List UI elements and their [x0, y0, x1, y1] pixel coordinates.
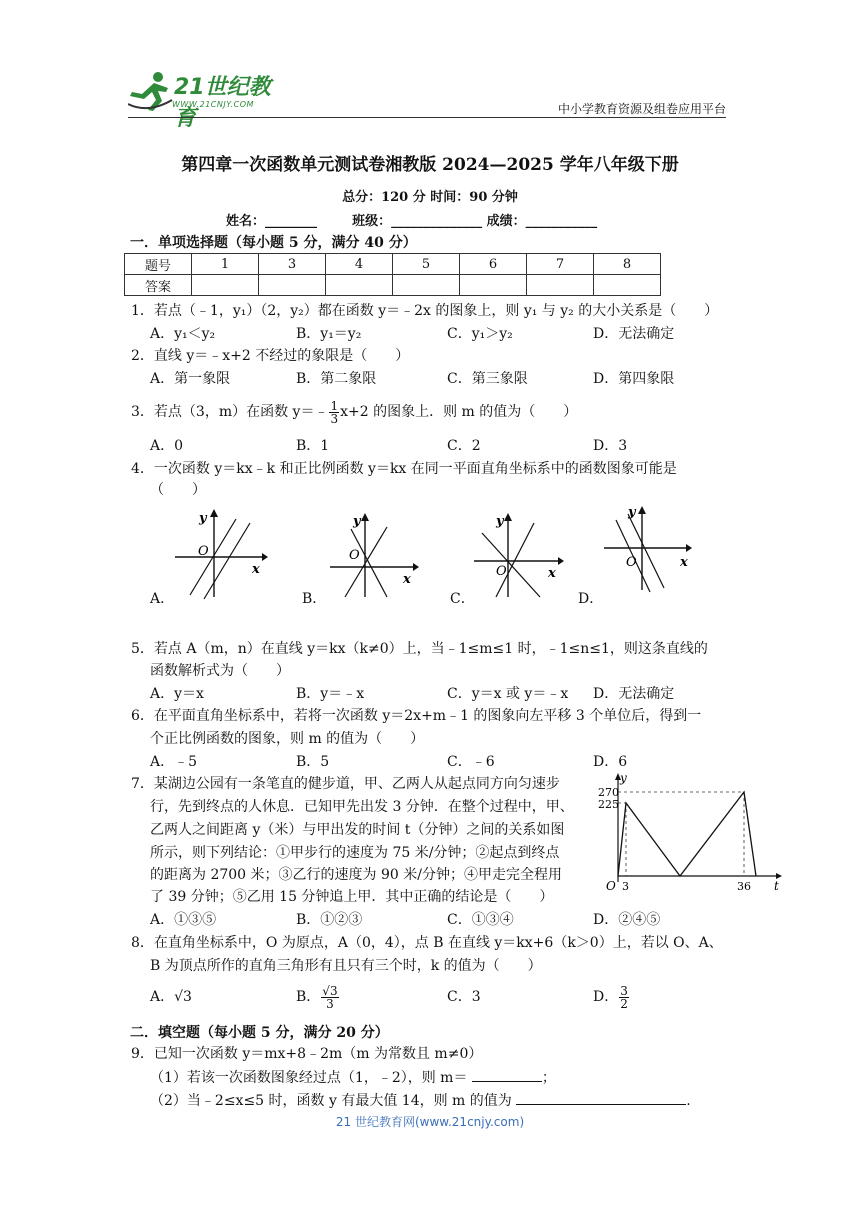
q9-part2-end: . [686, 1093, 691, 1109]
q4-graph-b [325, 505, 425, 600]
tick-label: 225 [598, 798, 619, 811]
axis-label-y: y [628, 505, 636, 520]
q1-option-d[interactable]: D．无法确定 [593, 326, 675, 342]
q6-option-a[interactable]: A．﹣5 [150, 754, 198, 770]
q9-stem: 9．已知一次函数 y＝mx+8﹣2m（m 为常数且 m≠0） [131, 1046, 483, 1062]
q8-option-b[interactable] [296, 980, 340, 1014]
q7-line: 乙两人之间距离 y（米）与甲出发的时间 t（分钟）之间的关系如图 [150, 822, 565, 838]
q2-stem: 2．直线 y＝﹣x+2 不经过的象限是（ ） [131, 348, 410, 364]
q4-graph-a [170, 505, 270, 600]
table-cell: 5 [393, 254, 460, 275]
section2-heading: 二．填空题（每小题 5 分，满分 20 分） [130, 1025, 389, 1041]
q4-option-a[interactable]: A． [150, 591, 175, 607]
q7-option-a[interactable]: A．①③⑤ [150, 912, 217, 928]
axis-label-y: y [199, 511, 207, 526]
fraction [321, 985, 338, 1010]
student-info [226, 210, 597, 229]
fraction-denominator: 3 [330, 411, 339, 426]
q6-stem-cont: 个正比例函数的图象，则 m 的值为（ ） [150, 731, 425, 747]
table-cell: 答案 [125, 275, 192, 296]
q3-option-c[interactable]: C．2 [447, 438, 481, 454]
q9-part1 [150, 1067, 556, 1087]
q8-stem: 8．在直角坐标系中，O 为原点，A（0，4），点 B 在直线 y＝kx+6（k＞0）上，若以 O、A、 [131, 935, 723, 951]
answer-cell[interactable] [192, 275, 259, 296]
q7-line: 行，先到终点的人休息．已知甲先出发 3 分钟．在整个过程中，甲、 [150, 799, 574, 815]
q1-option-b[interactable]: B．y₁＝y₂ [296, 326, 362, 342]
q4-graph-c [470, 505, 570, 600]
page-title: 第四章一次函数单元测试卷湘教版 2024—2025 学年八年级下册 [181, 155, 679, 175]
axis-label-x: x [252, 562, 260, 577]
q9-part1-text: （1）若该一次函数图象经过点（1，﹣2），则 m＝ [150, 1070, 468, 1086]
axis-label-x: x [680, 555, 688, 570]
q3-stem-pre: 3．若点（3，m）在函数 y＝﹣ [131, 404, 329, 420]
q4-stem: 4．一次函数 y＝kx﹣k 和正比例函数 y＝kx 在同一平面直角坐标系中的函数图象可能是 [131, 461, 677, 477]
q7-line: 7．某湖边公园有一条笔直的健步道，甲、乙两人从起点同方向匀速步 [131, 776, 560, 792]
q7-line: 了 39 分钟；⑤乙用 15 分钟追上甲．其中正确的结论是（ ） [150, 889, 554, 905]
q7-option-c[interactable]: C．①③④ [447, 912, 514, 928]
answer-blank[interactable] [516, 1090, 686, 1105]
q6-option-c[interactable]: C．﹣6 [447, 754, 495, 770]
q5-stem-cont: 函数解析式为（ ） [150, 663, 290, 679]
q3-option-b[interactable]: B．1 [296, 438, 330, 454]
answer-blank[interactable] [472, 1067, 542, 1082]
q8-option-b-label: B． [296, 989, 321, 1005]
origin-label: O [349, 548, 360, 563]
q7-option-d[interactable]: D．②④⑤ [593, 912, 661, 928]
q9-part2 [150, 1090, 691, 1110]
logo-url: WWW.21CNJY.COM [172, 100, 254, 109]
fraction-numerator: √3 [322, 983, 338, 998]
q7-line: 所示，则下列结论：①甲步行的速度为 75 米/分钟；②起点到终点 [150, 845, 560, 861]
logo [128, 68, 288, 131]
section1-heading: 一．单项选择题（每小题 5 分，满分 40 分） [130, 235, 417, 251]
axis-label-y: y [353, 514, 361, 529]
q3-stem [131, 398, 577, 426]
q7-graph [598, 770, 788, 895]
class-field: 班级：______________ [352, 214, 483, 229]
q4-option-c[interactable]: C． [450, 591, 475, 607]
q5-option-c[interactable]: C．y＝x 或 y＝﹣x [447, 686, 569, 702]
q8-option-d[interactable] [593, 980, 630, 1014]
q5-stem: 5．若点 A（m，n）在直线 y＝kx（k≠0）上，当﹣1≤m≤1 时，﹣1≤n≤1，则这条直线的 [131, 641, 708, 657]
q1-stem: 1．若点（﹣1，y₁）（2，y₂）都在函数 y＝﹣2x 的图象上，则 y₁ 与 y₂ 的大小关系是（ ） [131, 303, 719, 319]
fraction [619, 985, 629, 1010]
table-cell: 3 [259, 254, 326, 275]
page-footer: 21 世纪教育网(www.21cnjy.com) [335, 1115, 525, 1129]
q1-option-a[interactable]: A．y₁＜y₂ [150, 326, 216, 342]
q9-part1-end: ； [541, 1070, 556, 1086]
axis-label-y: y [496, 514, 504, 529]
fraction [329, 400, 339, 425]
fraction-denominator: 3 [326, 996, 334, 1011]
q7-option-b[interactable]: B．①②③ [296, 912, 363, 928]
q4-option-d[interactable]: D． [578, 591, 604, 607]
q8-option-c[interactable]: C．3 [447, 989, 481, 1005]
q4-graph-d [600, 500, 700, 595]
platform-name: 中小学教育资源及组卷应用平台 [557, 102, 726, 116]
q7-line: 的距离为 2700 米；③乙行的速度为 90 米/分钟；④甲走完全程用 [150, 867, 562, 883]
answer-cell[interactable] [460, 275, 527, 296]
table-row [125, 254, 661, 275]
q2-option-c[interactable]: C．第三象限 [447, 371, 528, 387]
table-cell: 6 [460, 254, 527, 275]
q9-part2-text: （2）当﹣2≤x≤5 时，函数 y 有最大值 14，则 m 的值为 [150, 1093, 512, 1109]
table-cell: 8 [594, 254, 661, 275]
table-cell: 7 [527, 254, 594, 275]
q3-option-d[interactable]: D．3 [593, 438, 628, 454]
tick-label: 3 [622, 880, 629, 893]
q4-option-b[interactable]: B． [302, 591, 327, 607]
q5-option-a[interactable]: A．y＝x [150, 686, 204, 702]
answer-table [124, 253, 661, 296]
q1-option-c[interactable]: C．y₁＞y₂ [447, 326, 513, 342]
fraction-numerator: 3 [620, 983, 628, 998]
axis-label-x: x [548, 566, 556, 581]
origin-label: O [198, 544, 209, 559]
origin-label: O [496, 564, 507, 579]
table-cell: 1 [192, 254, 259, 275]
q4-stem-cont: （ ） [150, 482, 206, 498]
answer-cell[interactable] [527, 275, 594, 296]
q3-stem-post: x+2 的图象上．则 m 的值为（ ） [340, 404, 578, 420]
axis-label-x: x [403, 572, 411, 587]
answer-cell[interactable] [259, 275, 326, 296]
origin-label: O [626, 555, 637, 570]
tick-label: 36 [737, 880, 751, 893]
q8-stem-cont: B 为顶点所作的直角三角形有且只有三个时，k 的值为（ ） [150, 958, 542, 974]
answer-cell[interactable] [594, 275, 661, 296]
fraction-denominator: 2 [620, 996, 628, 1011]
q5-option-b[interactable]: B．y＝﹣x [296, 686, 365, 702]
name-field: 姓名：________ [226, 214, 318, 229]
logo-text: 21世纪教育 [174, 75, 271, 131]
answer-cell[interactable] [326, 275, 393, 296]
q2-option-b[interactable]: B．第二象限 [296, 371, 377, 387]
q6-stem: 6．在平面直角坐标系中，若将一次函数 y＝2x+m﹣1 的图象向左平移 3 个单位后，得到一 [131, 708, 702, 724]
exam-info: 总分：120 分 时间：90 分钟 [342, 190, 518, 205]
q2-option-d[interactable]: D．第四象限 [593, 371, 675, 387]
q2-option-a[interactable]: A．第一象限 [150, 371, 231, 387]
q5-option-d[interactable]: D．无法确定 [593, 686, 675, 702]
table-cell: 题号 [125, 254, 192, 275]
q3-option-a[interactable]: A．0 [150, 438, 184, 454]
axis-label-y: y [620, 771, 627, 785]
q6-option-b[interactable]: B．5 [296, 754, 330, 770]
answer-cell[interactable] [393, 275, 460, 296]
tick-label: 270 [598, 786, 619, 799]
score-field: 成绩：___________ [486, 214, 598, 229]
fraction-numerator: 1 [330, 398, 339, 413]
runner-icon [128, 70, 174, 112]
q6-option-d[interactable]: D．6 [593, 754, 628, 770]
table-cell: 4 [326, 254, 393, 275]
q8-option-d-label: D． [593, 989, 619, 1005]
axis-label-t: t [774, 879, 779, 893]
q8-option-a[interactable]: A．√3 [150, 989, 192, 1005]
table-row [125, 275, 661, 296]
origin-label: O [606, 879, 616, 893]
header-rule [128, 117, 726, 118]
